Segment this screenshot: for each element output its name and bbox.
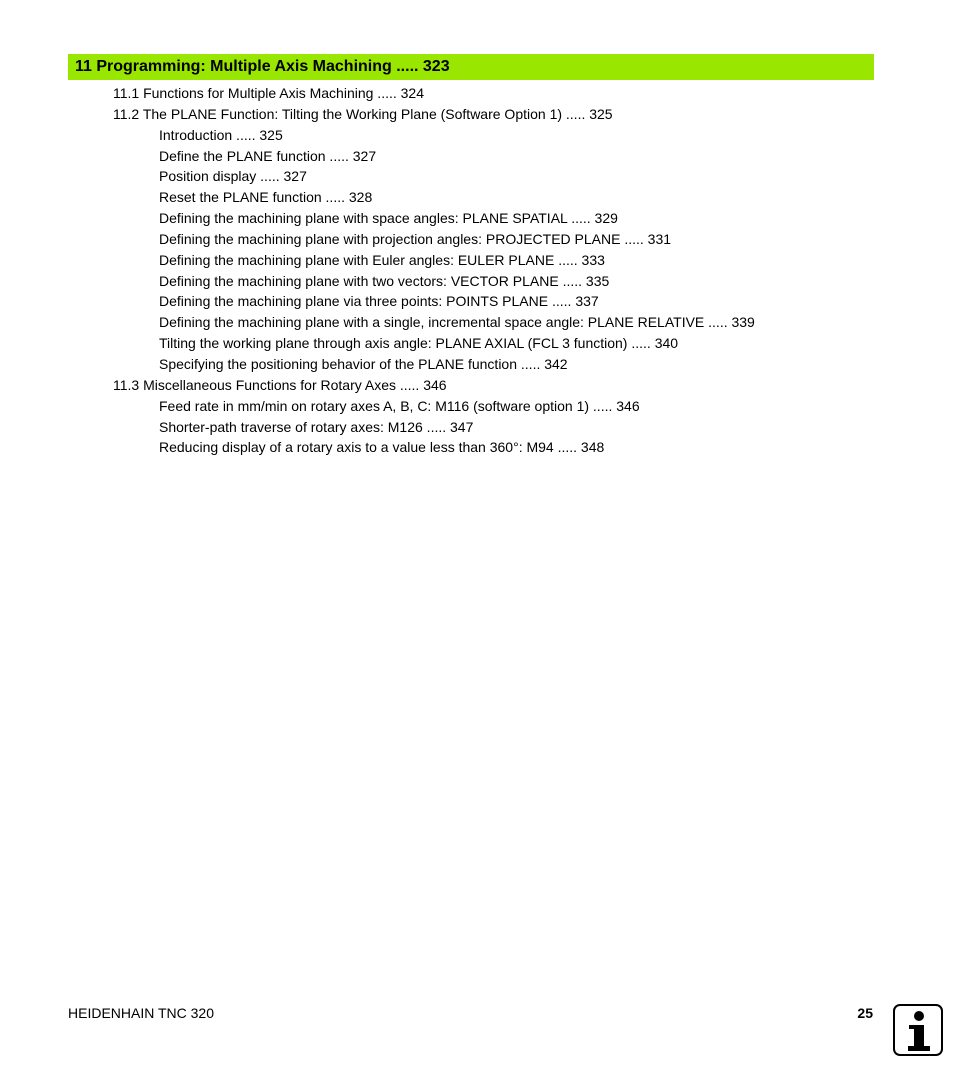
info-icon-base [908, 1046, 930, 1051]
toc-entry-11-1[interactable]: 11.1 Functions for Multiple Axis Machining ..... 324 [113, 85, 425, 101]
toc-subentry[interactable]: Defining the machining plane with projection angles: PROJECTED PLANE ..... 331 [159, 230, 672, 247]
toc-subentry[interactable]: Defining the machining plane with two vectors: VECTOR PLANE ..... 335 [159, 272, 610, 289]
toc-entry-11-3[interactable]: 11.3 Miscellaneous Functions for Rotary Axes ..... 346 [113, 376, 447, 393]
toc-subentry[interactable]: Define the PLANE function ..... 327 [159, 147, 377, 164]
chapter-heading[interactable]: 11 Programming: Multiple Axis Machining ..... 323 [68, 54, 874, 80]
toc-subentry[interactable]: Specifying the positioning behavior of the PLANE function ..... 342 [159, 355, 568, 372]
toc-subentry[interactable]: Feed rate in mm/min on rotary axes A, B, C: M116 (software option 1) ..... 346 [159, 397, 640, 414]
toc-subentry[interactable]: Reset the PLANE function ..... 328 [159, 189, 373, 206]
toc-subentry[interactable]: Defining the machining plane with space angles: PLANE SPATIAL ..... 329 [159, 210, 618, 227]
table-of-contents [0, 83, 954, 458]
toc-subentry[interactable]: Defining the machining plane via three points: POINTS PLANE ..... 337 [159, 293, 599, 310]
toc-subentry[interactable]: Introduction ..... 325 [159, 126, 283, 143]
toc-entry-11-2[interactable]: 11.2 The PLANE Function: Tilting the Working Plane (Software Option 1) ..... 325 [113, 105, 613, 122]
toc-subentry[interactable]: Tilting the working plane through axis angle: PLANE AXIAL (FCL 3 function) ..... 340 [159, 335, 679, 352]
toc-subentry[interactable]: Defining the machining plane with a single, incremental space angle: PLANE RELATIVE ..... 339 [159, 314, 755, 331]
toc-subentry[interactable]: Shorter-path traverse of rotary axes: M126 ..... 347 [159, 418, 474, 435]
info-icon-dot [914, 1011, 924, 1021]
toc-subentry[interactable]: Reducing display of a rotary axis to a value less than 360°: M94 ..... 348 [159, 439, 605, 456]
toc-subentry[interactable]: Defining the machining plane with Euler angles: EULER PLANE ..... 333 [159, 251, 605, 268]
page-number: 25 [857, 1005, 873, 1021]
footer-brand: HEIDENHAIN TNC 320 [68, 1005, 215, 1021]
toc-subentry[interactable]: Position display ..... 327 [159, 168, 307, 185]
info-icon [893, 1004, 943, 1056]
